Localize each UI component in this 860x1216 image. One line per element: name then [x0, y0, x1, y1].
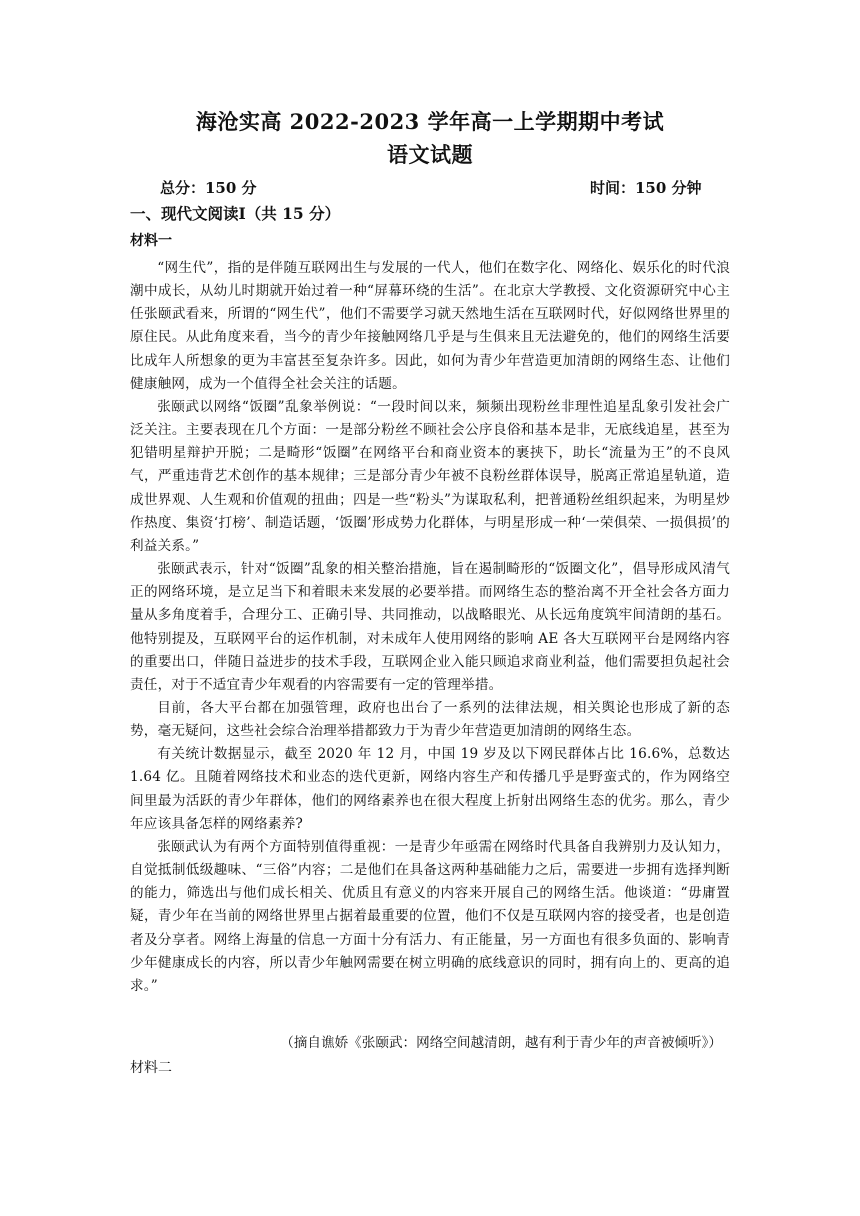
paragraph: “网生代”，指的是伴随互联网出生与发展的一代人，他们在数字化、网络化、娱乐化的时代浪潮中成长，从幼儿时期就开始过着一种“屏幕环绕的生活”。在北京大学教授、文化资源研究中心主任张颐武看来，所谓的“网生代”，他们不需要学习就天然地生活在互联网时代，好似网络世界里的原住民。从此角度来看，当今的青少年接触网络几乎是与生俱来且无法避免的，他们的网络生活要比成年人所想象的更为丰富甚至复杂许多。因此，如何为青少年营造更加清朗的网络生态、让他们健康触网，成为一个值得全社会关注的话题。	[130, 260, 730, 392]
exam-subject-title: 语文试题	[387, 142, 473, 167]
exam-title: 海沧实高 2022-2023 学年高一上学期期中考试	[195, 109, 665, 134]
material-two-label: 材料二	[130, 1060, 172, 1076]
source-citation: （摘自谯娇《张颐武：网络空间越清朗，越有利于青少年的声音被倾听》）	[280, 1035, 722, 1051]
section-heading: 一、现代文阅读Ⅰ（共 15 分）	[130, 204, 341, 223]
total-score: 总分：150 分	[160, 179, 257, 197]
material-one-label: 材料一	[130, 233, 172, 249]
reading-passage	[130, 257, 730, 998]
exam-time: 时间：150 分钟	[590, 179, 702, 197]
paragraph: 张颐武认为有两个方面特别值得重视：一是青少年亟需在网络时代具备自我辨别力及认知力，自觉抵制低级趣味、“三俗”内容；二是他们在具备这两种基础能力之后，需要进一步拥有选择判断的能力，筛选出与他们成长相关、优质且有意义的内容来开展自己的网络生活。他谈道：“毋庸置疑，青少年在当前的网络世界里占据着最重要的位置，他们不仅是互联网内容的接受者，也是创造者及分享者。网络上海量的信息一方面十分有活力、有正能量，另一方面也有很多负面的、影响青少年健康成长的内容，所以青少年触网需要在树立明确的底线意识的同时，拥有向上的、更高的追求。”	[130, 838, 730, 994]
paragraph: 张颐武以网络“饭圈”乱象举例说：“一段时间以来，频频出现粉丝非理性追星乱象引发社会广泛关注。主要表现在几个方面：一是部分粉丝不顾社会公序良俗和基本是非，无底线追星，甚至为犯错明星辩护开脱；二是畸形“饭圈”在网络平台和商业资本的裹挟下，助长“流量为王”的不良风气，严重违背艺术创作的基本规律；三是部分青少年被不良粉丝群体误导，脱离正常追星轨道，造成世界观、人生观和价值观的扭曲；四是一些“粉头”为谋取私利，把普通粉丝组织起来，为明星炒作热度、集资‘打榜’、制造话题，‘饭圈’形成势力化群体，与明星形成一种‘一荣俱荣、一损俱损’的利益关系。”	[130, 398, 730, 554]
paragraph: 张颐武表示，针对“饭圈”乱象的相关整治措施，旨在遏制畸形的“饭圈文化”，倡导形成风清气正的网络环境，是立足当下和着眼未来发展的必要举措。而网络生态的整治离不开全社会各方面力量从多角度着手，合理分工、正确引导、共同推动，以战略眼光、从长远角度筑牢间清朗的基石。他特别提及，互联网平台的运作机制，对未成年人使用网络的影响 AE 各大互联网平台是网络内容的重要出口，伴随日益进步的技术手段，互联网企业入能只顾追求商业利益，他们需要担负起社会责任，对于不适宜青少年观看的内容需要有一定的管理举措。	[130, 561, 730, 693]
paragraph: 有关统计数据显示，截至 2020 年 12 月，中国 19 岁及以下网民群体占比 16.6%，总数达 1.64 亿。且随着网络技术和业态的迭代更新，网络内容生产和传播几乎是野蛮式的，作为网络空间里最为活跃的青少年群体，他们的网络素养也在很大程度上折射出网络生态的优劣。那么，青少年应该具备怎样的网络素养?	[130, 746, 730, 832]
paragraph: 目前，各大平台都在加强管理，政府也出台了一系列的法律法规，相关舆论也形成了新的态势，毫无疑问，这些社会综合治理举措都致力于为青少年营造更加清朗的网络生态。	[130, 699, 730, 740]
